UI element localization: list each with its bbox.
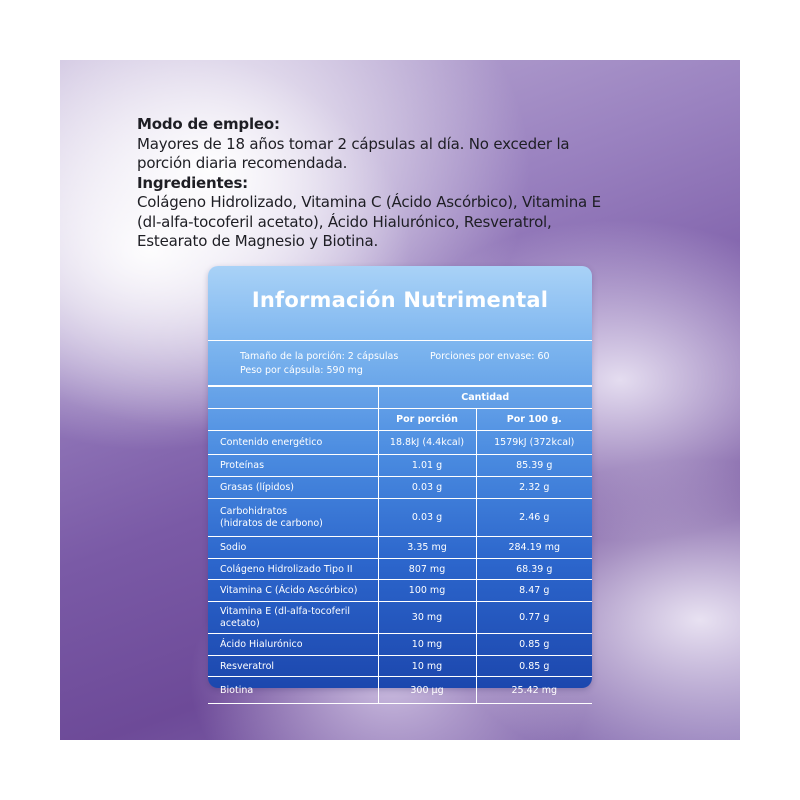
table-row	[208, 634, 592, 656]
per-100g-value: 1579kJ (372kcal)	[476, 431, 592, 455]
per-serving-value: 0.03 g	[378, 499, 476, 537]
header-empty-cell	[208, 409, 378, 431]
per-100g-value: 8.47 g	[476, 580, 592, 602]
per-serving-value: 3.35 mg	[378, 537, 476, 559]
nutrient-name: Ácido Hialurónico	[208, 634, 378, 656]
nutrient-name	[208, 499, 378, 537]
table-header-columns	[208, 409, 592, 431]
table-row	[208, 477, 592, 499]
nutrient-name-line-2: acetato)	[220, 617, 260, 629]
table-row	[208, 580, 592, 602]
per-serving-value: 10 mg	[378, 656, 476, 677]
table-row	[208, 656, 592, 677]
weight-per-capsule: Peso por cápsula: 590 mg	[240, 365, 363, 376]
ingredients-line-1: Colágeno Hidrolizado, Vitamina C (Ácido Ascórbico), Vitamina E	[137, 193, 601, 211]
per-100g-value: 0.85 g	[476, 634, 592, 656]
usage-line-1: Mayores de 18 años tomar 2 cápsulas al día. No exceder la	[137, 134, 570, 153]
per-100g-value: 68.39 g	[476, 559, 592, 580]
servings-per-container: Porciones por envase: 60	[430, 351, 550, 362]
amount-header: Cantidad	[378, 387, 592, 409]
table-row	[208, 499, 592, 537]
usage-line-2: porción diaria recomendada.	[137, 154, 348, 172]
product-description	[137, 115, 657, 252]
table-row	[208, 455, 592, 477]
per-100g-header: Por 100 g.	[476, 409, 592, 431]
serving-info	[208, 340, 592, 386]
usage-heading: Modo de empleo:	[137, 115, 280, 133]
table-row	[208, 602, 592, 634]
nutrient-name: Proteínas	[208, 455, 378, 477]
nutrient-name	[208, 602, 378, 634]
ingredients-heading: Ingredientes:	[137, 173, 248, 192]
nutrient-name-line-1: Carbohidratos	[220, 506, 288, 517]
per-serving-value: 18.8kJ (4.4kcal)	[378, 431, 476, 455]
per-100g-value: 2.32 g	[476, 477, 592, 499]
nutrient-name-line-2: (hidratos de carbono)	[220, 517, 323, 529]
per-100g-value: 284.19 mg	[476, 537, 592, 559]
per-serving-header: Por porción	[378, 409, 476, 431]
per-serving-value: 0.03 g	[378, 477, 476, 499]
nutrition-facts-panel	[208, 266, 592, 696]
table-row	[208, 431, 592, 455]
nutrient-name: Colágeno Hidrolizado Tipo II	[208, 559, 378, 580]
nutrient-name: Contenido energético	[208, 431, 378, 455]
header-empty-cell	[208, 387, 378, 409]
nutrient-name: Biotina	[208, 677, 378, 704]
table-row	[208, 677, 592, 704]
per-100g-value: 25.42 mg	[476, 677, 592, 704]
per-serving-value: 300 µg	[378, 677, 476, 704]
table-row	[208, 559, 592, 580]
nutrient-name: Resveratrol	[208, 656, 378, 677]
per-100g-value: 85.39 g	[476, 455, 592, 477]
ingredients-line-2: (dl-alfa-tocoferil acetato), Ácido Hialurónico, Resveratrol,	[137, 212, 552, 231]
per-serving-value: 30 mg	[378, 602, 476, 634]
nutrition-title: Información Nutrimental	[251, 288, 549, 312]
product-info-image	[60, 60, 740, 740]
nutrient-name: Grasas (lípidos)	[208, 477, 378, 499]
per-serving-value: 10 mg	[378, 634, 476, 656]
table-row	[208, 537, 592, 559]
per-100g-value: 2.46 g	[476, 499, 592, 537]
nutrient-name: Vitamina C (Ácido Ascórbico)	[208, 580, 378, 602]
table-header-amount	[208, 387, 592, 409]
ingredients-line-3: Estearato de Magnesio y Biotina.	[137, 232, 379, 250]
per-100g-value: 0.77 g	[476, 602, 592, 634]
per-serving-value: 100 mg	[378, 580, 476, 602]
serving-size: Tamaño de la porción: 2 cápsulas	[240, 351, 399, 362]
nutrient-name-line-1: Vitamina E (dl-alfa-tocoferil	[220, 606, 351, 617]
per-serving-value: 1.01 g	[378, 455, 476, 477]
per-100g-value: 0.85 g	[476, 656, 592, 677]
per-serving-value: 807 mg	[378, 559, 476, 580]
nutrient-name: Sodio	[208, 537, 378, 559]
nutrition-table	[208, 386, 592, 704]
